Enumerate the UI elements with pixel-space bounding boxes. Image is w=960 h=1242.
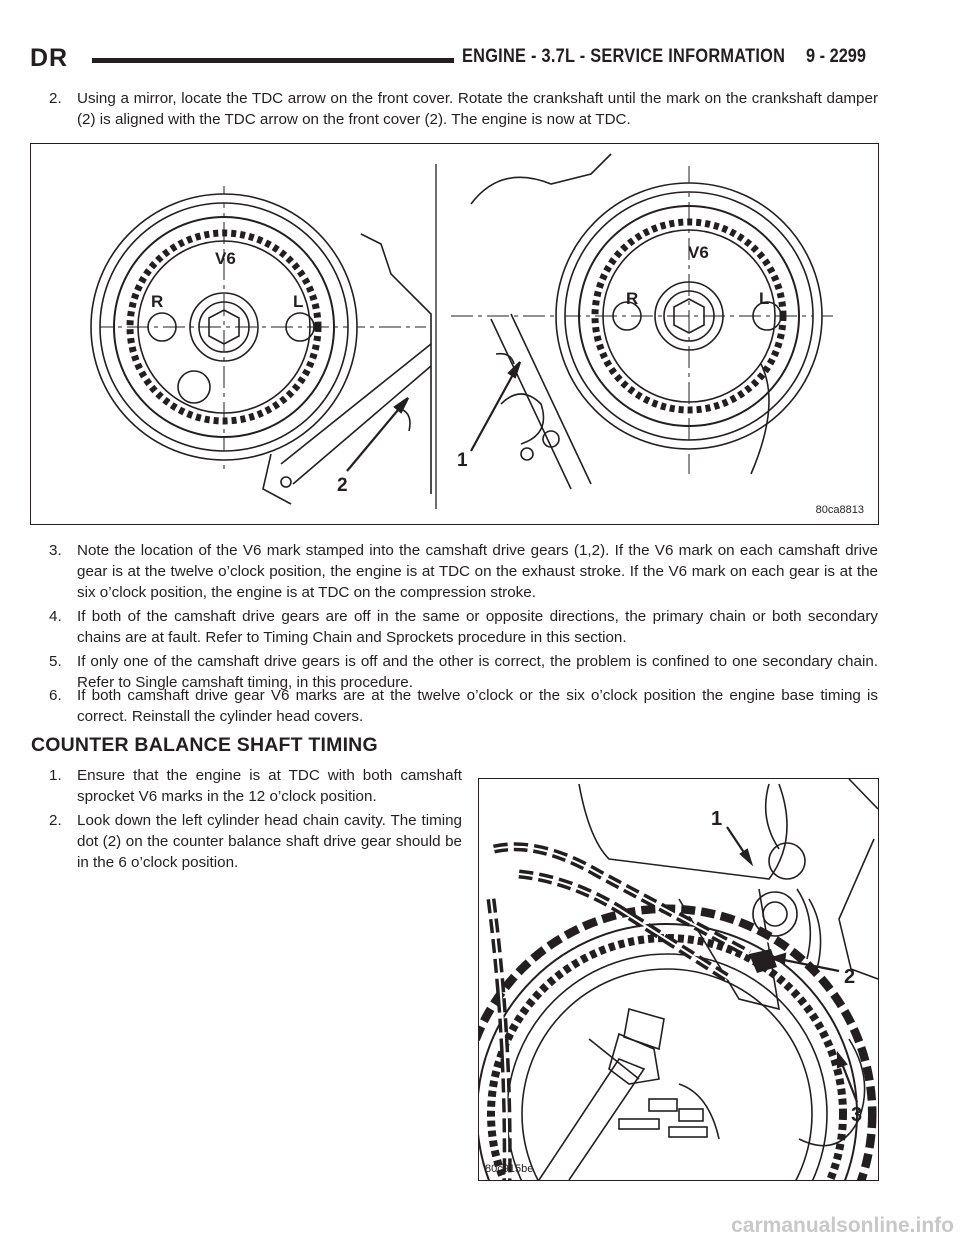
callout-3: 3 [851, 1104, 863, 1126]
label-r-left: R [151, 292, 164, 311]
step-item [50, 765, 462, 807]
step-item [50, 540, 878, 603]
step-number: 4. [49, 608, 62, 625]
step-text: If both of the camshaft drive gears are off in the same or opposite directions, the primary chain or both secondary chains are at fault. Refer to Timing Chain and Sprockets procedure in this section. [77, 608, 878, 646]
step-number: 3. [49, 542, 62, 559]
header-rule [92, 58, 454, 63]
watermark: carmanualsonline.info [731, 1214, 954, 1237]
step-text: If only one of the camshaft drive gears is off and the other is correct, the problem is confined to one secondary chain. Refer to Single camshaft timing, in this procedure. [77, 653, 878, 691]
figure-counter-balance [478, 778, 879, 1181]
step-number: 2. [49, 812, 62, 829]
step-number: 5. [49, 653, 62, 670]
timing-gears-drawing [31, 144, 878, 524]
label-l-left: L [293, 292, 304, 311]
callout-1: 1 [711, 808, 723, 830]
label-r-right: R [626, 289, 639, 308]
counter-balance-drawing [479, 779, 878, 1180]
label-l-right: L [759, 289, 770, 308]
callout-2: 2 [337, 475, 348, 496]
section-heading: COUNTER BALANCE SHAFT TIMING [31, 734, 378, 756]
step-number: 6. [49, 687, 62, 704]
label-v6-right: V6 [688, 243, 709, 262]
step-item [50, 88, 878, 130]
callout-2: 2 [844, 966, 856, 988]
step-text: Using a mirror, locate the TDC arrow on the front cover. Rotate the crankshaft until the mark on the crankshaft damper (2) is aligned with the TDC arrow on the front cover (2). The engine is now at TDC. [77, 90, 878, 128]
step-item [50, 606, 878, 648]
page-number: 9 - 2299 [806, 46, 866, 67]
header-section: DR [30, 44, 69, 72]
step-text: Ensure that the engine is at TDC with both camshaft sprocket V6 marks in the 12 o’clock position. [77, 767, 462, 805]
callout-1: 1 [457, 450, 468, 471]
step-number: 2. [49, 90, 62, 107]
step-item [50, 810, 462, 873]
step-item [50, 685, 878, 727]
label-v6-left: V6 [215, 249, 236, 268]
step-number: 1. [49, 767, 62, 784]
header-title: ENGINE - 3.7L - SERVICE INFORMATION [462, 46, 786, 67]
figure-timing-gears [30, 143, 879, 525]
figure-code: 80ca8813 [815, 504, 864, 516]
step-text: Note the location of the V6 mark stamped into the camshaft drive gears (1,2). If the V6 mark on each camshaft drive gear is at the twelve o’clock position, the engine is at TDC on the exhaust stroke. If the V6 mark on each gear is at the six o’clock position, the engine is at TDC on the compression stroke. [77, 542, 878, 601]
step-text: Look down the left cylinder head chain cavity. The timing dot (2) on the counter balance shaft drive gear should be in the 6 o’clock position. [77, 812, 462, 871]
figure-code: 80c915be [485, 1163, 534, 1175]
step-text: If both camshaft drive gear V6 marks are at the twelve o’clock or the six o’clock position the engine base timing is correct. Reinstall the cylinder head covers. [77, 687, 878, 725]
